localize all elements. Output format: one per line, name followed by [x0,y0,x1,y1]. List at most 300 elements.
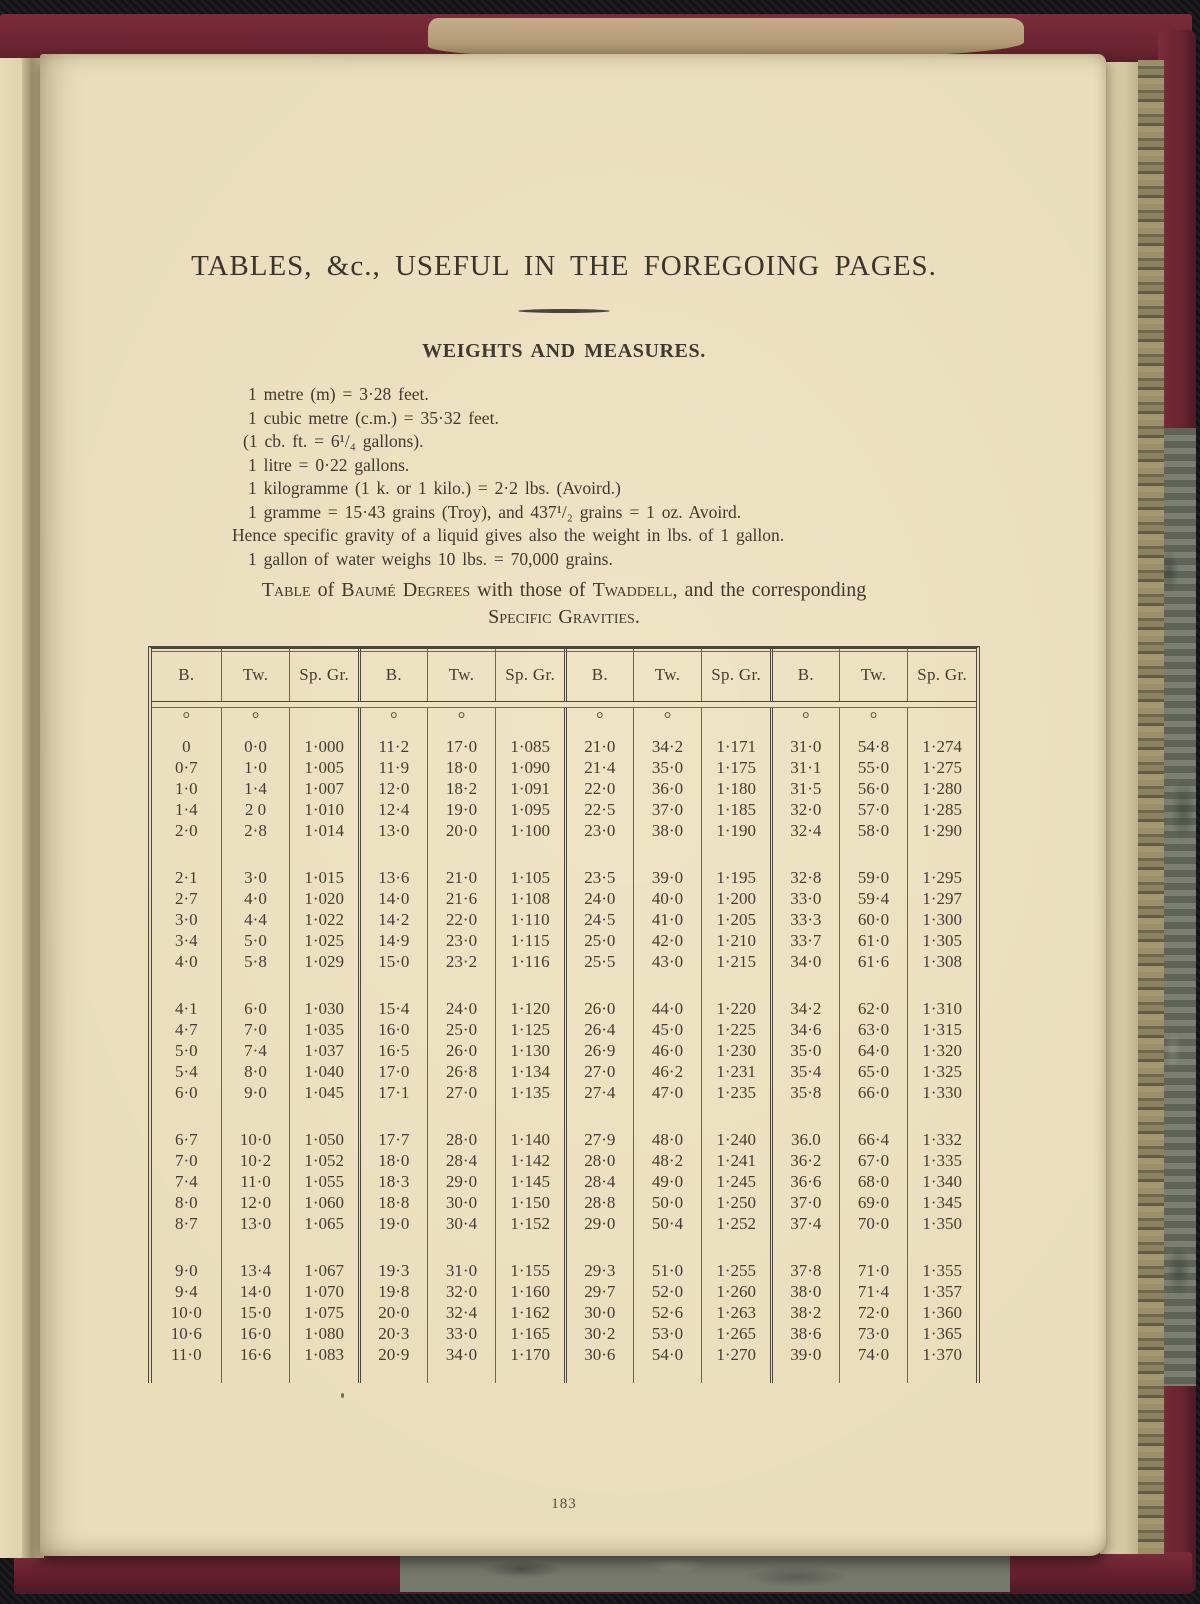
table-cell: 1·0 [174,778,198,798]
block-gap [907,1103,976,1129]
table-cell: 1·083 [289,1344,358,1365]
table-cell: 71·4 [839,1281,908,1302]
block-gap [701,1234,770,1260]
table-cell: 1·297 [907,888,976,909]
table-cell: 1·134 [495,1061,564,1082]
degree-mark [495,708,564,736]
table-cell: 1·040 [289,1061,358,1082]
table-cell: 42·0 [633,930,702,951]
table-cell: 52·0 [633,1281,702,1302]
table-cell: 27·0 [564,1061,633,1082]
table-cell: 1·0 [221,757,290,778]
block-gap [770,1234,839,1260]
table-cell: 69·0 [839,1192,908,1213]
table-cell: 0 [182,736,191,756]
table-cell: 33·7 [770,930,839,951]
column-header: Sp. Gr. [907,649,976,701]
block-gap [907,972,976,998]
measures-list [232,383,980,571]
column-header: Sp. Gr. [701,649,770,701]
table-cell: 36·6 [770,1171,839,1192]
table-cell: 5·0 [221,930,290,951]
table-cell: 1·095 [495,799,564,820]
table-cell: 1·330 [907,1082,976,1103]
table-cell: 1·116 [495,951,564,972]
table-cell: 15·4 [358,998,427,1019]
table-cell: 1·140 [495,1129,564,1150]
caption-part: with those of [470,579,593,601]
table-cell: 36.0 [770,1129,839,1150]
book-page [40,54,1106,1556]
table-cell: 1·315 [907,1019,976,1040]
table-tail [495,1365,564,1383]
table-cell: 1·120 [495,998,564,1019]
table-cell: 72·0 [839,1302,908,1323]
block-gap [427,841,496,867]
table-cell: 3·4 [174,930,198,950]
table-cell: 11·9 [358,757,427,778]
table-cell: 29·7 [564,1281,633,1302]
table-cell: 1·150 [495,1192,564,1213]
table-cell: 11·2 [358,736,427,757]
table-cell: 1·305 [907,930,976,951]
table-cell: 37·8 [770,1260,839,1281]
table-cell: 1·090 [495,757,564,778]
table-cell: 54·8 [839,736,908,757]
table-cell: 1·195 [701,867,770,888]
table-cell: 1·320 [907,1040,976,1061]
block-gap [289,1234,358,1260]
table-cell: 5·8 [221,951,290,972]
table-cell: 25·5 [564,951,633,972]
table-cell: 1·160 [495,1281,564,1302]
table-cell: 11·0 [221,1171,290,1192]
caption-part: Baumé Degrees [341,579,471,601]
table-cell: 66·0 [839,1082,908,1103]
table-cell: 19·3 [358,1260,427,1281]
block-gap [564,972,633,998]
table-cell: 48·0 [633,1129,702,1150]
table-cell: 1·360 [907,1302,976,1323]
table-cell: 32·4 [427,1302,496,1323]
table-cell: 27·9 [564,1129,633,1150]
header-separator [152,701,976,708]
block-gap [564,1103,633,1129]
table-cell: 1·085 [495,736,564,757]
table-cell: 1·010 [289,799,358,820]
column-header: Tw. [633,649,702,701]
table-cell: 21·0 [427,867,496,888]
page-title: TABLES, &c., USEFUL IN THE FOREGOING PAGES. [191,250,937,282]
table-cell: 5·0 [174,1040,198,1060]
table-cell: 61·6 [839,951,908,972]
table-cell: 13·6 [358,867,427,888]
ink-speck [341,1393,344,1398]
table-cell: 1·125 [495,1019,564,1040]
table-cell: 9·0 [174,1260,198,1280]
measure-line: 1 kilogramme (1 k. or 1 kilo.) = 2·2 lbs. (Avoird.) [248,478,621,498]
table-cell: 9·4 [174,1281,198,1301]
table-cell: 33·0 [770,888,839,909]
table-cell: 1·110 [495,909,564,930]
table-cell: 66·4 [839,1129,908,1150]
table-cell: 57·0 [839,799,908,820]
table-cell: 21·0 [564,736,633,757]
table-cell: 1·285 [907,799,976,820]
table-cell: 54·0 [633,1344,702,1365]
table-cell: 1·165 [495,1323,564,1344]
table-cell: 1·037 [289,1040,358,1061]
measure-line: 1 metre (m) = 3·28 feet. [248,384,429,404]
table-cell: 35·8 [770,1082,839,1103]
table-cell: 14·2 [358,909,427,930]
table-cell: 10·6 [170,1323,202,1343]
block-gap [221,1234,290,1260]
table-cell: 30·6 [564,1344,633,1365]
measure-line: 1 litre = 0·22 gallons. [248,454,410,475]
table-cell: 25·0 [427,1019,496,1040]
table-cell: 3·0 [221,867,290,888]
table-cell: 36·0 [633,778,702,799]
table-cell: 1·175 [701,757,770,778]
table-cell: 12·4 [358,799,427,820]
table-cell: 38·2 [770,1302,839,1323]
table-cell: 6·0 [221,998,290,1019]
table-cell: 1·171 [701,736,770,757]
decorated-page-edges [1138,60,1164,1554]
column-header: B. [358,649,427,701]
table-cell: 16·0 [221,1323,290,1344]
block-gap [495,972,564,998]
table-cell: 1·065 [289,1213,358,1234]
degree-mark: ° [182,709,191,730]
table-cell: 12·0 [358,778,427,799]
block-gap [907,1234,976,1260]
table-cell: 20·0 [427,820,496,841]
table-cell: 18·3 [358,1171,427,1192]
page-number: 183 [551,1496,577,1512]
table-cell: 19·0 [427,799,496,820]
table-cell: 2·0 [174,820,198,840]
block-gap [152,841,221,867]
table-cell: 1·4 [174,799,198,819]
block-gap [221,1103,290,1129]
table-cell: 23·0 [427,930,496,951]
table-cell: 47·0 [633,1082,702,1103]
table-cell: 41·0 [633,909,702,930]
table-cell: 1·200 [701,888,770,909]
page-content [148,54,980,1512]
table-cell: 1·308 [907,951,976,972]
measure-line: 1 gramme = 15·43 grains (Troy), and 437¹/₂ grains = 1 oz. Avoird. [248,501,742,522]
table-cell: 18·0 [427,757,496,778]
table-cell: 73·0 [839,1323,908,1344]
baume-table [148,646,980,1383]
table-cell: 30·2 [564,1323,633,1344]
table-cell: 63·0 [839,1019,908,1040]
block-gap [839,1103,908,1129]
table-cell: 1·045 [289,1082,358,1103]
table-cell: 11·0 [171,1344,202,1364]
table-cell: 1·335 [907,1150,976,1171]
table-cell: 1·005 [289,757,358,778]
table-cell: 35·0 [770,1040,839,1061]
table-cell: 1·170 [495,1344,564,1365]
table-cell: 39·0 [633,867,702,888]
table-cell: 1·000 [289,736,358,757]
table-cell: 1·210 [701,930,770,951]
table-cell: 32·8 [770,867,839,888]
degree-mark: ° [427,708,496,736]
table-cell: 3·0 [174,909,198,929]
table-cell: 24·0 [564,888,633,909]
table-cell: 15·0 [358,951,427,972]
block-gap [564,841,633,867]
table-cell: 31·0 [427,1260,496,1281]
column-header: B. [770,649,839,701]
table-cell: 1·115 [495,930,564,951]
block-gap [701,841,770,867]
table-cell: 12·0 [221,1192,290,1213]
table-cell: 1·014 [289,820,358,841]
table-cell: 8·7 [174,1213,198,1233]
table-cell: 28·4 [564,1171,633,1192]
table-cell: 65·0 [839,1061,908,1082]
table-cell: 68·0 [839,1171,908,1192]
caption-part: and the corresponding [677,579,867,601]
table-cell: 33·0 [427,1323,496,1344]
table-cell: 33·3 [770,909,839,930]
table-cell: 34·0 [427,1344,496,1365]
table-cell: 6·7 [174,1129,198,1149]
table-cell: 56·0 [839,778,908,799]
table-cell: 60·0 [839,909,908,930]
table-cell: 34·0 [770,951,839,972]
table-cell: 37·0 [770,1192,839,1213]
table-cell: 1·231 [701,1061,770,1082]
block-gap [907,841,976,867]
table-cell: 18·0 [358,1150,427,1171]
table-cell: 26·4 [564,1019,633,1040]
table-cell: 26·8 [427,1061,496,1082]
block-gap [358,1103,427,1129]
table-cell: 15·0 [221,1302,290,1323]
column-header: Tw. [221,649,290,701]
table-cell: 1·295 [907,867,976,888]
table-cell: 1·350 [907,1213,976,1234]
table-cell: 53·0 [633,1323,702,1344]
table-cell: 1·091 [495,778,564,799]
block-gap [701,1103,770,1129]
block-gap [839,841,908,867]
table-cell: 26·9 [564,1040,633,1061]
table-cell: 22·0 [564,778,633,799]
table-cell: 30·0 [427,1192,496,1213]
table-cell: 1·130 [495,1040,564,1061]
table-cell: 35·4 [770,1061,839,1082]
table-cell: 8·0 [221,1061,290,1082]
table-cell: 40·0 [633,888,702,909]
table-cell: 16·6 [221,1344,290,1365]
table-tail [221,1365,290,1383]
table-cell: 4·4 [221,909,290,930]
table-caption [148,577,980,631]
table-cell: 1·060 [289,1192,358,1213]
table-cell: 1·220 [701,998,770,1019]
table-cell: 1·280 [907,778,976,799]
block-gap [633,1103,702,1129]
table-cell: 1·205 [701,909,770,930]
table-cell: 16·0 [358,1019,427,1040]
column-header: Tw. [427,649,496,701]
table-cell: 22·0 [427,909,496,930]
section-heading: WEIGHTS AND MEASURES. [422,340,706,362]
measure-line: 1 cubic metre (c.m.) = 35·32 feet. [248,407,499,428]
table-cell: 51·0 [633,1260,702,1281]
table-cell: 17·1 [358,1082,427,1103]
block-gap [358,1234,427,1260]
caption-line [148,604,980,631]
table-cell: 1·325 [907,1061,976,1082]
block-gap [633,1234,702,1260]
table-cell: 1·007 [289,778,358,799]
table-cell: 62·0 [839,998,908,1019]
table-cell: 1·152 [495,1213,564,1234]
table-cell: 32·0 [770,799,839,820]
table-cell: 1·105 [495,867,564,888]
table-cell: 44·0 [633,998,702,1019]
table-cell: 6·0 [174,1082,198,1102]
block-gap [152,1234,221,1260]
table-cell: 1·340 [907,1171,976,1192]
table-cell: 7·4 [221,1040,290,1061]
table-cell: 34·2 [633,736,702,757]
block-gap [427,972,496,998]
table-cell: 2 0 [221,799,290,820]
caption-part: Table [261,579,311,601]
table-cell: 1·067 [289,1260,358,1281]
block-gap [770,972,839,998]
table-cell: 22·5 [564,799,633,820]
table-cell: 14·9 [358,930,427,951]
table-cell: 1·357 [907,1281,976,1302]
caption-part: Specific Gravities. [488,606,640,628]
table-cell: 1·080 [289,1323,358,1344]
table-cell: 14·0 [358,888,427,909]
table-cell: 1·155 [495,1260,564,1281]
block-gap [152,1103,221,1129]
table-cell: 1·025 [289,930,358,951]
table-cell: 18·8 [358,1192,427,1213]
table-cell: 1·050 [289,1129,358,1150]
table-cell: 0·7 [174,757,198,777]
column-header: B. [178,665,195,684]
table-tail [564,1365,633,1383]
table-cell: 23·0 [564,820,633,841]
table-cell: 1·240 [701,1129,770,1150]
table-cell: 31·1 [770,757,839,778]
table-cell: 16·5 [358,1040,427,1061]
table-cell: 10·0 [221,1129,290,1150]
block-gap [289,972,358,998]
column-header: Sp. Gr. [289,649,358,701]
table-cell: 24·0 [427,998,496,1019]
block-gap [358,972,427,998]
table-cell: 1·252 [701,1213,770,1234]
table-cell: 13·4 [221,1260,290,1281]
block-gap [221,841,290,867]
degree-mark [289,708,358,736]
table-cell: 46·0 [633,1040,702,1061]
table-cell: 23·2 [427,951,496,972]
degree-mark [907,708,976,736]
table-cell: 38·0 [633,820,702,841]
table-cell: 1·055 [289,1171,358,1192]
table-cell: 46·2 [633,1061,702,1082]
table-cell: 1·075 [289,1302,358,1323]
table-cell: 28·4 [427,1150,496,1171]
block-gap [358,841,427,867]
marbled-cloth-bottom [400,1554,1010,1592]
column-header: Sp. Gr. [495,649,564,701]
table-cell: 5·4 [174,1061,198,1081]
table-cell: 24·5 [564,909,633,930]
table-cell: 1·035 [289,1019,358,1040]
table-cell: 1·355 [907,1260,976,1281]
table-cell: 13·0 [221,1213,290,1234]
block-gap [495,1103,564,1129]
table-cell: 27·0 [427,1082,496,1103]
column-header: Tw. [839,649,908,701]
table-cell: 32·0 [427,1281,496,1302]
table-cell: 28·0 [427,1129,496,1150]
block-gap [770,841,839,867]
note-line: Hence specific gravity of a liquid gives also the weight in lbs. of 1 gallon. [232,525,785,545]
table-tail [358,1365,427,1383]
table-cell: 30·0 [564,1302,633,1323]
table-cell: 10·2 [221,1150,290,1171]
table-cell: 10·0 [170,1302,202,1322]
table-cell: 58·0 [839,820,908,841]
table-cell: 1·275 [907,757,976,778]
table-cell: 1·263 [701,1302,770,1323]
table-cell: 4·0 [174,951,198,971]
table-cell: 1·332 [907,1129,976,1150]
table-cell: 29·0 [564,1213,633,1234]
table-cell: 1·162 [495,1302,564,1323]
block-gap [427,1234,496,1260]
table-cell: 34·6 [770,1019,839,1040]
table-cell: 9·0 [221,1082,290,1103]
block-gap [152,972,221,998]
table-cell: 26·0 [427,1040,496,1061]
table-cell: 37·4 [770,1213,839,1234]
table-cell: 1·370 [907,1344,976,1365]
block-gap [839,1234,908,1260]
degree-mark [701,708,770,736]
degree-mark: ° [633,708,702,736]
table-cell: 1·260 [701,1281,770,1302]
table-cell: 59·4 [839,888,908,909]
column-header: B. [564,649,633,701]
table-cell: 64·0 [839,1040,908,1061]
table-cell: 29·0 [427,1171,496,1192]
table-cell: 17·0 [358,1061,427,1082]
table-cell: 36·2 [770,1150,839,1171]
table-cell: 50·0 [633,1192,702,1213]
table-cell: 20·0 [358,1302,427,1323]
table-cell: 1·290 [907,820,976,841]
